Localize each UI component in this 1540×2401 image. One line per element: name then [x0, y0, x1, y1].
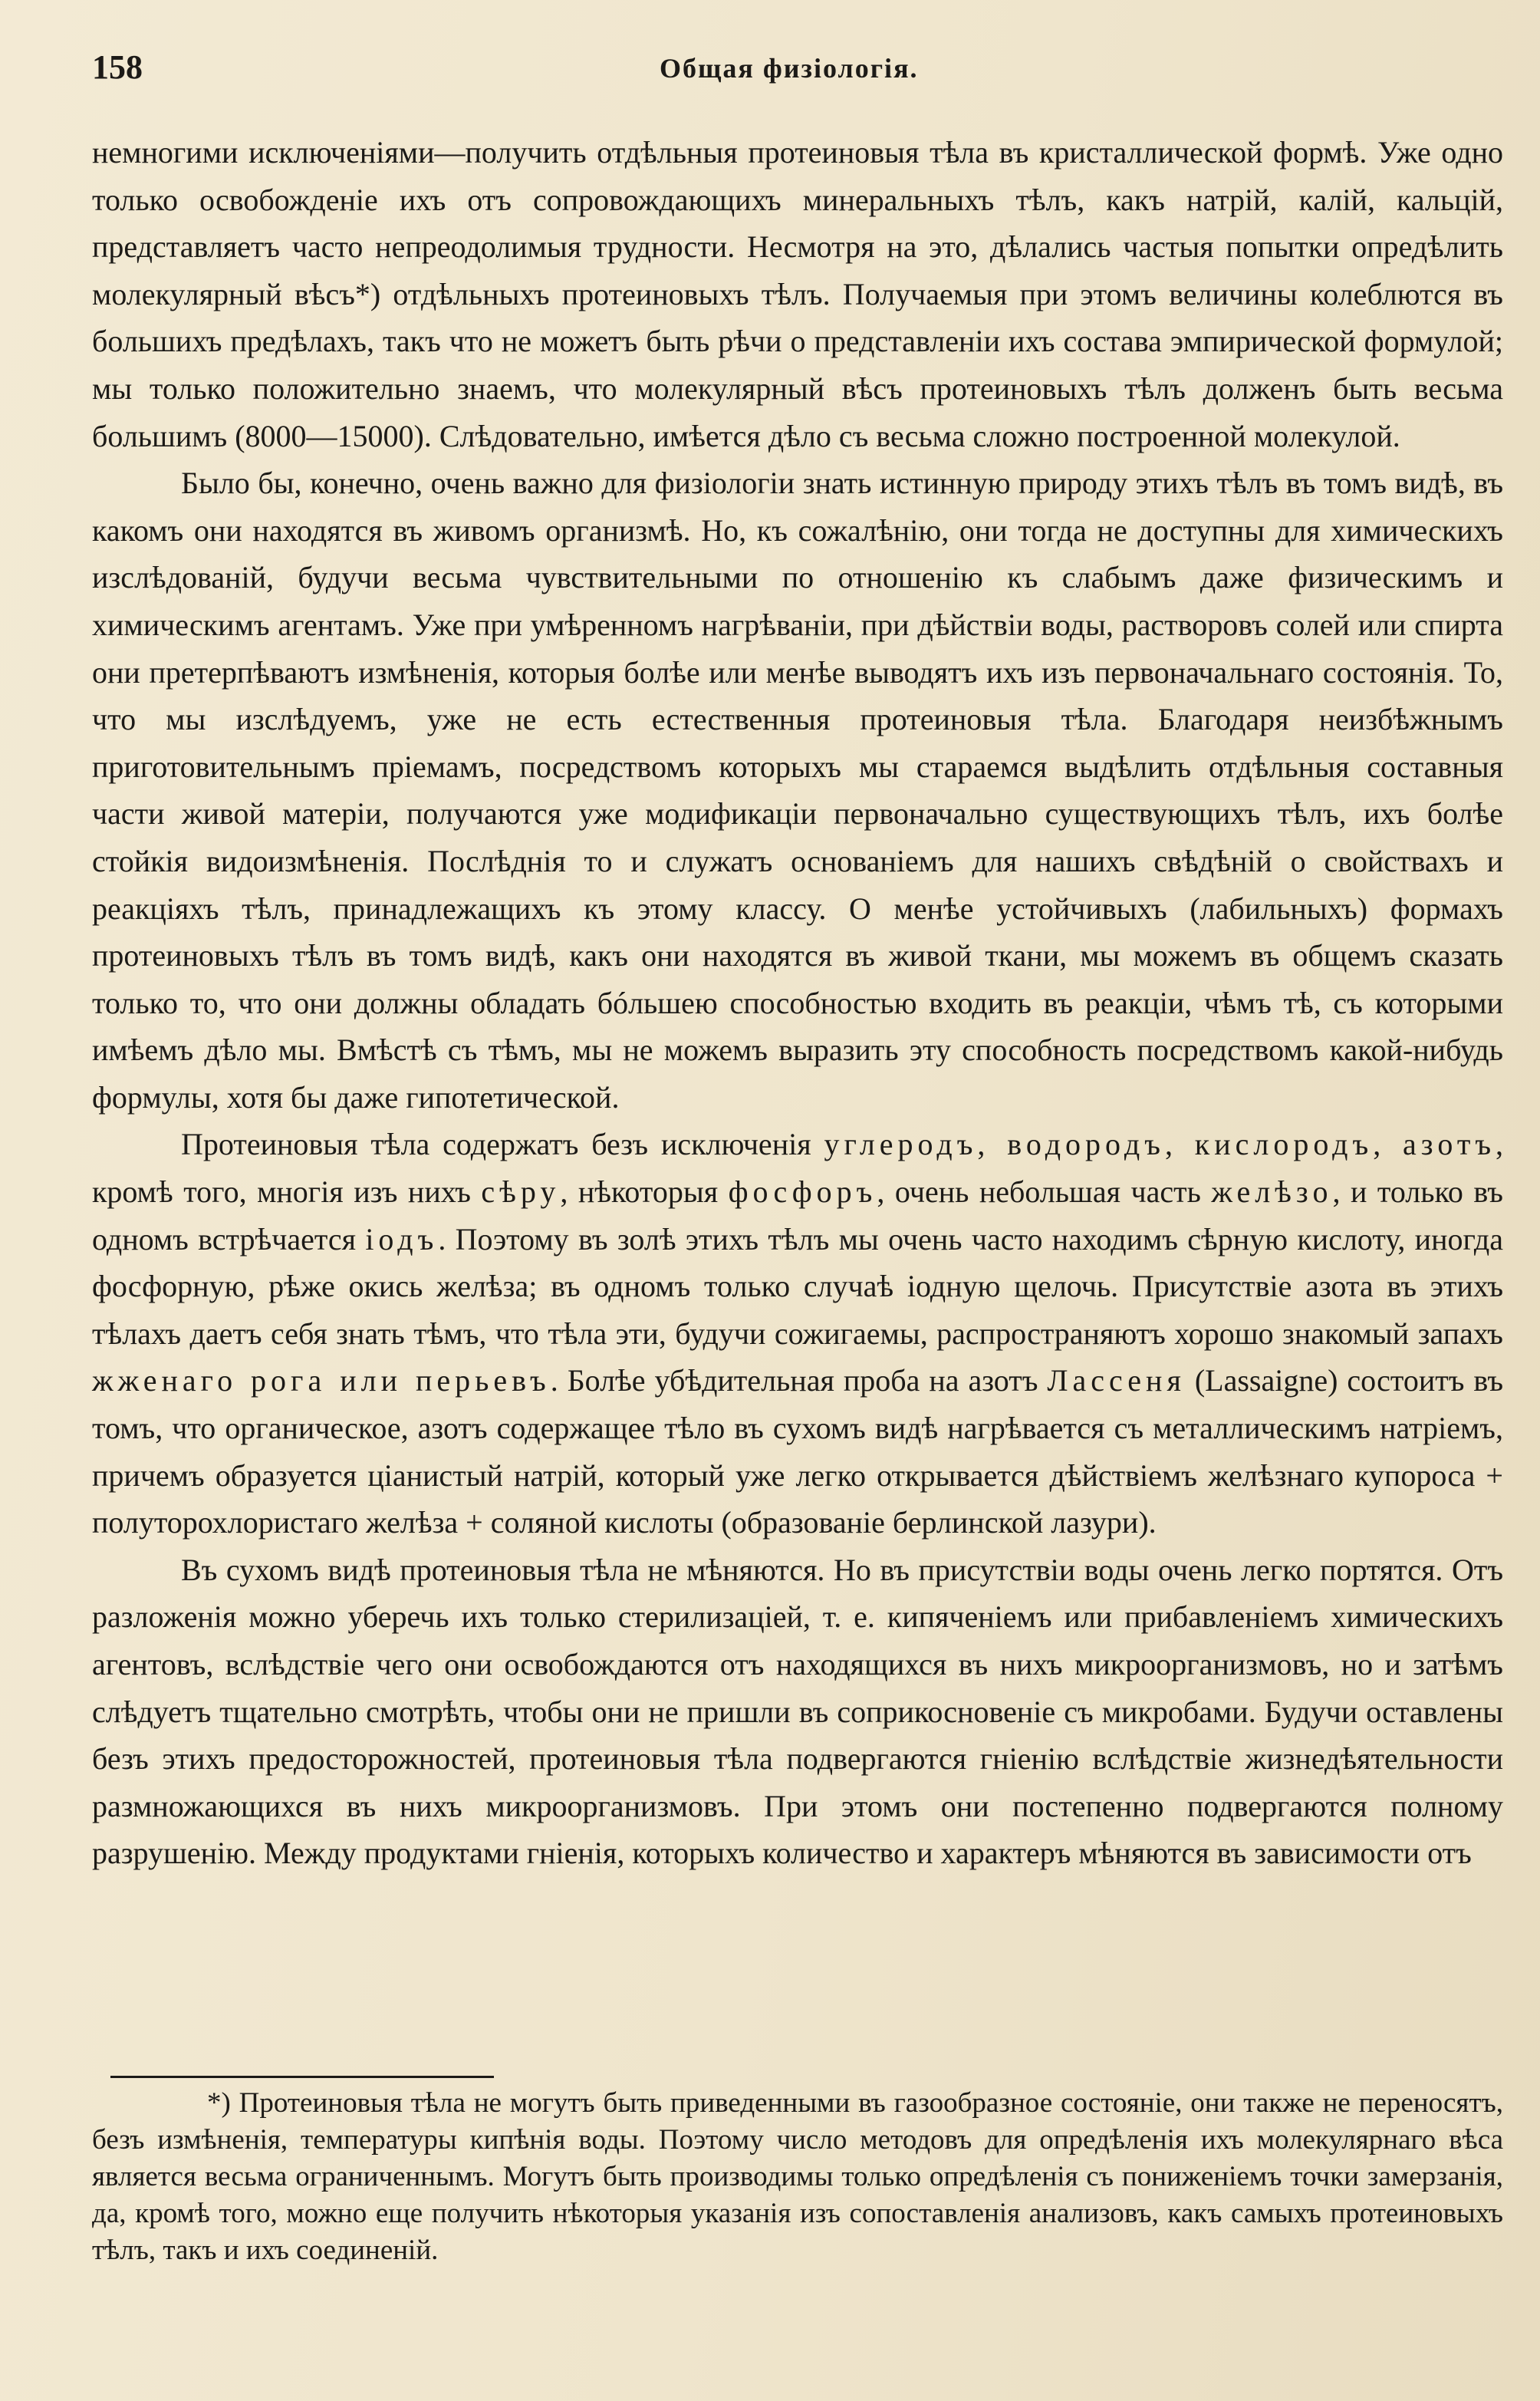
- paragraph-4: Въ сухомъ видѣ протеиновыя тѣла не мѣняются. Но въ присутствiи воды очень легко портятся. Отъ разложенiя можно уберечь ихъ только стерилизацiей, т. е. кипяченiемъ или прибавленiемъ химическихъ агентовъ, вслѣдствiе чего они освобождаются отъ находящихся въ нихъ микроорганизмовъ, но и затѣмъ слѣдуетъ тщательно смотрѣть, чтобы они не пришли въ соприкосновенiе съ микробами. Будучи оставлены безъ этихъ предосторожностей, протеиновыя тѣла подвергаются гнiенiю вслѣдствiе жизнедѣятельности размножающихся въ нихъ микроорганизмовъ. При этомъ они постепенно подвергаются полному разрушенiю. Между продуктами гнiенiя, которыхъ количество и характеръ мѣняются въ зависимости отъ: [92, 1552, 1503, 1871]
- running-title: Общая физiологiя.: [660, 53, 919, 84]
- footnote: *) Протеиновыя тѣла не могутъ быть приведенными въ газообразное состоянiе, они также не переносятъ, безъ измѣненiя, температуры кипѣнiя воды. Поэтому число методовъ для опредѣленiя ихъ молекулярнаго вѣса является весьма ограниченнымъ. Могутъ быть производимы только опредѣленiя съ пониженiемъ точки замерзанiя, да, кромѣ того, можно еще получить нѣкоторыя указанiя изъ сопоставленiя анализовъ, какъ самыхъ протеиновыхъ тѣлъ, такъ и ихъ соединенiй.: [92, 2087, 1503, 2266]
- spaced-term: жженаго рога или перьевъ: [92, 1363, 551, 1398]
- paragraph-1: немногими исключенiями—получить отдѣльныя протеиновыя тѣла въ кристаллической формѣ. Уже одно только освобожденiе ихъ отъ сопровождающихъ минеральныхъ тѣлъ, какъ натрiй, калiй, кальцiй, представляетъ часто непреодолимыя трудности. Несмотря на это, дѣлались частыя попытки опредѣлить молекулярный вѣсъ*) отдѣльныхъ протеиновыхъ тѣлъ. Получаемыя при этомъ величины колеблются въ большихъ предѣлахъ, такъ что не можетъ быть рѣчи о представленiи ихъ состава эмпирической формулой; мы только положительно знаемъ, что молекулярный вѣсъ протеиновыхъ тѣлъ долженъ быть весьма большимъ (8000—15000). Слѣдовательно, имѣется дѣло съ весьма сложно построенной молекулой.: [92, 135, 1503, 453]
- spaced-term: фосфоръ: [728, 1174, 877, 1210]
- body-text: [92, 129, 1503, 1877]
- footnote-divider: [110, 2076, 494, 2078]
- paragraph-3-text: Протеиновыя тѣла содержатъ безъ исключенiя: [181, 1127, 824, 1162]
- spaced-term: Лассеня: [1047, 1363, 1186, 1398]
- spaced-term: желѣзо: [1211, 1174, 1333, 1210]
- spaced-term: сѣру: [481, 1174, 561, 1210]
- paragraph-3-text: . Болѣе убѣдительная проба на азотъ: [550, 1363, 1048, 1398]
- page-header: [92, 48, 1503, 94]
- spaced-term: углеродъ, водородъ, кислородъ, азотъ: [824, 1127, 1496, 1162]
- paragraph-3-text: (Lassaigne) состоитъ въ томъ, что органическое, азотъ содержащее тѣло въ сухомъ видѣ нагрѣвается съ металлическимъ натрiемъ, причемъ образуется цiанистый натрiй, который уже легко открывается дѣйствiемъ желѣзнаго купороса + полуторохлористаго желѣза + соляной кислоты (образованiе берлинской лазури).: [92, 1363, 1504, 1540]
- paragraph-3: [92, 1121, 1503, 1546]
- paragraph-3-text: , и только въ одномъ встрѣчается: [92, 1174, 1503, 1256]
- page-number: 158: [92, 48, 143, 86]
- paragraph-3-text: , кромѣ того, многiя изъ нихъ: [92, 1127, 1503, 1210]
- paragraph-3-text: , нѣкоторыя: [560, 1174, 729, 1210]
- paragraph-3-text: . Поэтому въ золѣ этихъ тѣлъ мы очень часто находимъ сѣрную кислоту, иногда фосфорную, рѣже окись желѣза; въ одномъ только случаѣ iодную щелочь. Присутствiе азота въ этихъ тѣлахъ даетъ себя знать тѣмъ, что тѣла эти, будучи сожигаемы, распространяютъ хорошо знакомый запахъ: [92, 1221, 1503, 1351]
- spaced-term: iодъ: [365, 1221, 439, 1256]
- paragraph-3-text: , очень небольшая часть: [877, 1174, 1212, 1210]
- paragraph-2: Было бы, конечно, очень важно для физiологiи знать истинную природу этихъ тѣлъ въ томъ видѣ, въ какомъ они находятся въ живомъ организмѣ. Но, къ сожалѣнiю, они тогда не доступны для химическихъ изслѣдованiй, будучи весьма чувствительными по отношенiю къ слабымъ даже физическимъ и химическимъ агентамъ. Уже при умѣренномъ нагрѣванiи, при дѣйствiи воды, растворовъ солей или спирта они претерпѣваютъ измѣненiя, которыя болѣе или менѣе выводятъ ихъ изъ первоначальнаго состоянiя. То, что мы изслѣдуемъ, уже не есть естественныя протеиновыя тѣла. Благодаря неизбѣжнымъ приготовительнымъ прiемамъ, посредствомъ которыхъ мы стараемся выдѣлить отдѣльныя составныя части живой матерiи, получаются уже модификацiи первоначально существующихъ тѣлъ, ихъ болѣе стойкiя видоизмѣненiя. Послѣднiя то и служатъ основанiемъ для нашихъ свѣдѣнiй о свойствахъ и реакцiяхъ тѣлъ, принадлежащихъ къ этому классу. О менѣе устойчивыхъ (лабильныхъ) формахъ протеиновыхъ тѣлъ въ томъ видѣ, какъ они находятся въ живой ткани, мы можемъ въ общемъ сказать только то, что они должны обладать бóльшею способностью входить въ реакцiи, чѣмъ тѣ, съ которыми имѣемъ дѣло мы. Вмѣстѣ съ тѣмъ, мы не можемъ выразить эту способность посредствомъ какой-нибудь формулы, хотя бы даже гипотетической.: [92, 466, 1503, 1115]
